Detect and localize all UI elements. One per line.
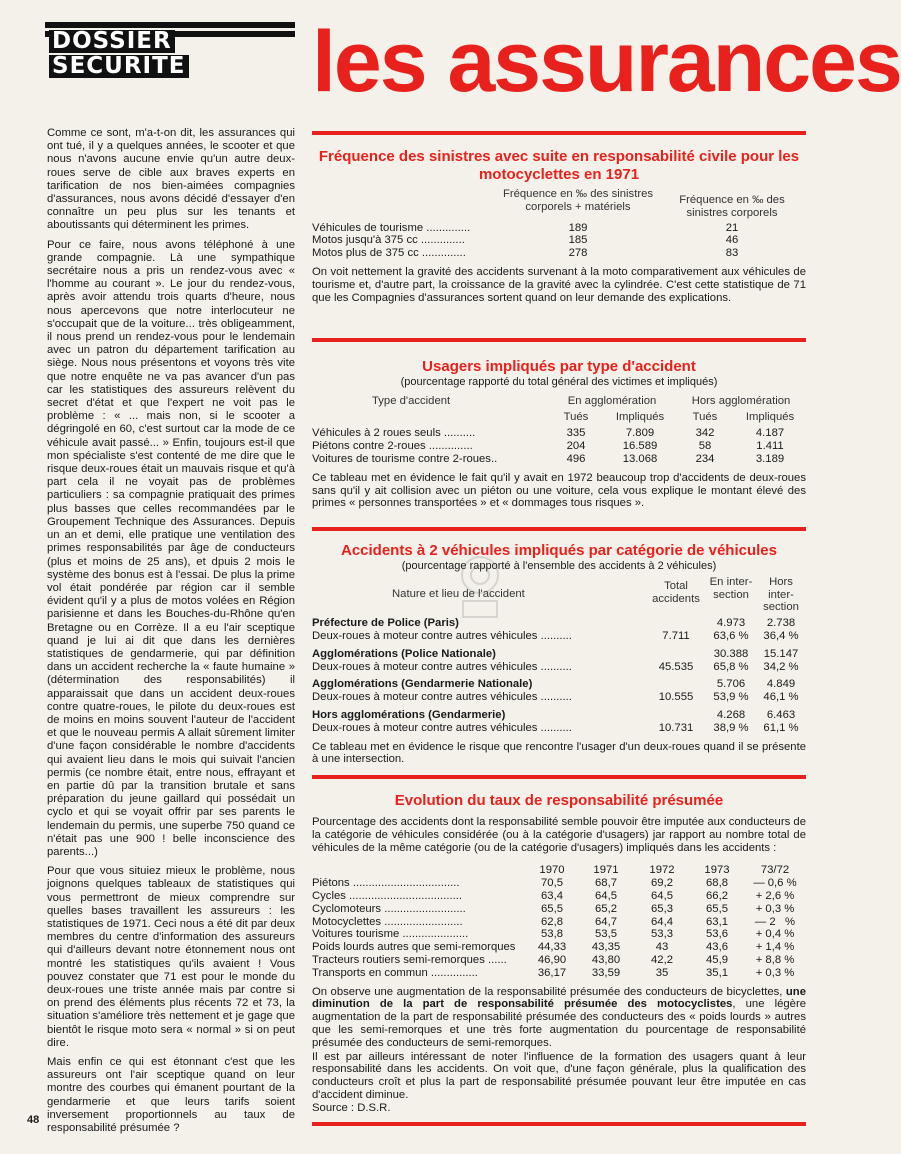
row-label: Deux-roues à moteur contre autres véhicules ..........	[312, 660, 572, 673]
table-group	[312, 617, 806, 643]
badge-line-dossier: DOSSIER	[49, 30, 175, 53]
col-header: Hors agglomération	[691, 394, 791, 407]
cell: 43,6	[706, 941, 728, 954]
row-label: Véhicules à 2 roues seuls ..........	[312, 427, 476, 440]
section-frequence	[312, 148, 806, 304]
cell: 43	[655, 941, 669, 954]
section-rule	[312, 131, 806, 135]
section-evolution	[312, 792, 806, 1115]
section-title: Accidents à 2 véhicules impliqués par catégorie de véhicules	[340, 542, 777, 559]
row-label: Deux-roues à moteur contre autres véhicules ..........	[312, 629, 572, 642]
row-label: Véhicules de tourisme ..............	[312, 221, 471, 234]
text-run: On observe une augmentation de la responsabilité présumée des conducteurs de bicyclettes,	[312, 985, 786, 998]
section-text: Ce tableau met en évidence le fait qu'il y avait en 1972 beaucoup trop d'accidents de deux-roues sans qu'il y ait collision avec un piéton ou une voiture, cela vous explique le montant élevé des primes « personnes transportées » et « dommages tous risques ».	[312, 471, 806, 510]
cell: 7.711	[662, 629, 690, 642]
cell: 53,3	[651, 928, 673, 941]
cell: 189	[568, 221, 588, 234]
table-row	[312, 928, 806, 941]
cell: 4.973	[716, 617, 746, 630]
text-run: , une légère augmentation de la part de responsabilité présumée des conducteurs des « poids lourds » autres que les semi-remorques et une très forte augmentation du pourcentage de responsabilité présumée des conducteurs de semi-remorques.	[312, 998, 806, 1049]
cell: 10.555	[658, 691, 694, 704]
cell: 63,4	[541, 889, 563, 902]
row-label: Motos jusqu'à 375 cc ..............	[312, 234, 465, 247]
table-row	[312, 916, 806, 929]
cell: 496	[566, 452, 586, 465]
table-row	[312, 941, 806, 954]
cell: + 0,3 %	[755, 902, 795, 915]
col-header: 1970	[539, 864, 565, 877]
cell: 65,8 %	[713, 660, 749, 673]
dossier-securite-badge	[45, 22, 295, 79]
table-row	[312, 709, 806, 722]
cell: 45,9	[706, 953, 728, 966]
table-row	[312, 661, 806, 674]
cell: 45.535	[658, 660, 694, 673]
group-heading: Agglomérations (Gendarmerie Nationale)	[312, 678, 533, 691]
table-header	[312, 395, 806, 408]
col-header: 1971	[593, 864, 619, 877]
cell: 234	[695, 452, 715, 465]
cell: 64,4	[651, 915, 673, 928]
col-header: Impliqués	[615, 410, 665, 423]
section-intro: Pourcentage des accidents dont la responsabilité semble pouvoir être imputée aux conducteurs de la catégorie de véhicules considérée (ou à la catégorie d'usagers) jar rapport au nombre total de véhicules de la même catégorie (ou de la catégorie d'usagers) impliqués dans les accidents :	[312, 816, 806, 854]
cell: 63,1	[706, 915, 728, 928]
cell: 58	[698, 440, 712, 453]
table-group	[312, 648, 806, 674]
cell: 35	[655, 966, 669, 979]
frequence-table	[312, 222, 806, 260]
text-run-bold: une diminution de la part de responsabilité présumée des motocyclistes	[312, 985, 806, 1011]
cell: 1.411	[756, 440, 784, 453]
cell: 42,2	[651, 953, 673, 966]
table-row	[312, 440, 806, 453]
cell: 335	[566, 427, 586, 440]
cell: 65,5	[706, 902, 728, 915]
col-header: 1972	[649, 864, 675, 877]
table-group	[312, 678, 806, 704]
cell: 10.731	[658, 721, 694, 734]
cell: 342	[695, 427, 715, 440]
col-header: En inter-section	[709, 575, 753, 601]
cell: 63,6 %	[713, 629, 749, 642]
table-row	[312, 678, 806, 691]
col-header: Tués	[692, 410, 718, 423]
cell: 2.738	[766, 617, 796, 630]
cell: 53,8	[541, 928, 563, 941]
cell: 65,5	[541, 902, 563, 915]
cell: 46	[725, 234, 739, 247]
cell: 7.809	[625, 427, 655, 440]
table-row	[312, 630, 806, 643]
cell: 64,7	[595, 915, 617, 928]
section-rule	[312, 775, 806, 779]
col-header: Nature et lieu de l'accident	[392, 587, 525, 600]
col-header: Fréquence en ‰ des sinistres corporels	[679, 194, 785, 219]
table-row	[312, 877, 806, 890]
row-label: Voitures de tourisme contre 2-roues..	[312, 452, 498, 465]
usagers-table	[312, 427, 806, 465]
cell: 53,6	[706, 928, 728, 941]
cell: 65,2	[595, 902, 617, 915]
cell: 65,3	[651, 902, 673, 915]
row-label: Deux-roues à moteur contre autres véhicules ..........	[312, 691, 572, 704]
col-header: Fréquence en ‰ des sinistres corporels + matériels	[502, 188, 654, 213]
page-number: 48	[27, 1114, 40, 1126]
evolution-table	[312, 864, 806, 979]
cell: 44,33	[537, 941, 567, 954]
table-row	[312, 903, 806, 916]
section-usagers	[312, 358, 806, 510]
cell: 62,8	[541, 915, 563, 928]
section-rule	[312, 338, 806, 342]
cell: 61,1 %	[763, 721, 799, 734]
col-header: Tués	[563, 410, 589, 423]
section-text: On voit nettement la gravité des accidents survenant à la moto comparativement aux véhicules de tourisme et, d'autre part, la croissance de la gravité avec la cylindrée. C'est cette statistique de 71 que les Compagnies d'assurances sortent quand on leur demande des explications.	[312, 265, 806, 304]
table-row	[312, 247, 806, 260]
section-title: Fréquence des sinistres avec suite en responsabilité civile pour les motocyclettes en 1971	[318, 148, 800, 183]
cell: 3.189	[755, 452, 785, 465]
article-paragraph: Mais enfin ce qui est étonnant c'est que les assureurs ont l'air sceptique quand on leur montre des courbes qui émanent pourtant de la gendarmerie et que leurs tarifs soient inversement proportionnels au taux de responsabilité présumée ?	[47, 1056, 295, 1135]
row-label: Cyclomoteurs ..........................	[312, 902, 466, 915]
cell: 185	[568, 234, 588, 247]
table-row	[312, 954, 806, 967]
section-accidents	[312, 542, 806, 766]
cell: 4.268	[716, 708, 746, 721]
cell: + 0,4 %	[755, 928, 795, 941]
cell: 21	[725, 221, 739, 234]
cell: — 2 %	[754, 915, 796, 928]
cell: 278	[568, 247, 588, 260]
cell: 33,59	[591, 966, 621, 979]
article-paragraph: Comme ce sont, m'a-t-on dit, les assurances qui ont tué, il y a quelques années, le scooter et que nous n'avons aucune envie qu'un autre deux-roues serve de cible aux braves experts en tarification de nos bien-aimées compagnies d'assurances, nous avons décidé d'essayer d'en connaître un peu plus sur les tenants et aboutissants qui déterminent les primes.	[47, 127, 295, 232]
section-rule	[312, 527, 806, 531]
watermark-stamp-icon	[455, 553, 505, 623]
group-heading: Préfecture de Police (Paris)	[312, 617, 459, 630]
row-label: Motos plus de 375 cc ..............	[312, 247, 466, 260]
cell: 36,4 %	[763, 629, 799, 642]
cell: 43,80	[591, 953, 621, 966]
table-row	[312, 967, 806, 980]
row-label: Motocyclettes .........................	[312, 915, 463, 928]
cell: 34,2 %	[763, 660, 799, 673]
cell: 16.589	[622, 440, 658, 453]
row-label: Cycles ....................................	[312, 889, 463, 902]
row-label: Deux-roues à moteur contre autres véhicules ..........	[312, 721, 572, 734]
col-header: Total accidents	[652, 579, 700, 605]
cell: 43,35	[591, 941, 621, 954]
cell: 38,9 %	[713, 721, 749, 734]
cell: 36,17	[537, 966, 567, 979]
table-row	[312, 222, 806, 235]
cell: 66,2	[706, 889, 728, 902]
section-text: Ce tableau met en évidence le risque que rencontre l'usager d'un deux-roues quand il se présente à une intersection.	[312, 740, 806, 766]
source-note: Source : D.S.R.	[312, 1101, 391, 1114]
section-title: Usagers impliqués par type d'accident	[422, 358, 696, 375]
cell: 46,1 %	[763, 691, 799, 704]
table-subheader	[312, 411, 806, 424]
table-row	[312, 890, 806, 903]
table-row	[312, 648, 806, 661]
row-label: Transports en commun ...............	[312, 966, 478, 979]
cell: 53,5	[595, 928, 617, 941]
cell: 204	[566, 440, 586, 453]
cell: 83	[725, 247, 739, 260]
row-label: Poids lourds autres que semi-remorques	[312, 941, 516, 954]
cell: 64,5	[595, 889, 617, 902]
section-text: Il est par ailleurs intéressant de noter l'influence de la formation des usagers quant à leur responsabilité dans les accidents. On voit que, d'une façon générale, plus la qualification des conducteurs croît et plus la part de responsabilité présumée pouvant leur être imputée en cas d'accident diminue.	[312, 1050, 806, 1101]
article-paragraph: Pour ce faire, nous avons téléphoné à une grande compagnie. Là une sympathique secrétaire nous a pris un rendez-vous avec « l'homme au courant ». Le jour du rendez-vous, après avoir attendu trois quarts d'heure, nous nous apercevons que notre interlocuteur ne s'occupait que de la voiture... très obligeamment, il nous prend un rendez-vous pour le lendemain avec un patron du département tarification au siège. Nous nous présentons et voyons très vite que notre enquête ne va pas avancer d'un pas car les statistiques des assureurs relèvent du secret d'état et que l'expert ne voit pas le problème : « ... mais non, si le scooter a dégringolé en 60, c'est surtout car la mode de ce véhicule avait passé... » Enfin, toujours est-il que mon spécialiste s'est contenté de me dire que le risque deux-roues était un mauvais risque et qu'à part cela il ne voyait pas de problèmes particuliers : sa compagnie pratiquait des primes plus basses que celles recommandées par le Groupement Technique des Assurances. Depuis un an et demi, elle pratique une ventilation des primes responsabilités par âge de conducteurs (plus et moins de 25 ans), et dpuis 2 mois le système des bonus est à l'essai. De plus la prime vol était pondérée par région car il semble évident qu'il y a plus de motos volées en Région parisienne et dans les Bouches-du-Rhône qu'en Bretagne ou en Corrèze. Il a eu l'air sceptique quand je lui ai dit que dans les dernières statistiques de gendarmerie, qui par définition dans un accident recherche la « faute humaine » (détermination des responsabilités) il apparaissait que dans un accident deux-roues contre quatre-roues, le pilote du deux-roues est de moins en moins souvent l'auteur de l'accident et que le nouveau permis A allait sûrement limiter d'une façon considérable le nombre d'accidents qui avaient lieu dans le mois qui suivait l'ancien permis (ce nombre était, entre nous, effrayant et en partie dû par la transition brutale et sans préparation du jeune gaillard qui possédait un cyclo et qui se voyait offrir par ses parents le lendemain du permis, une superbe 750 quand ce n'était pas une 900 ! belle inconscience des parents...)	[47, 238, 295, 858]
section-text	[312, 986, 806, 1050]
table-row	[312, 722, 806, 735]
table-header	[312, 188, 806, 220]
table-row	[312, 453, 806, 466]
table-group	[312, 709, 806, 735]
table-header	[312, 576, 806, 614]
accidents-table	[312, 617, 806, 734]
cell: 15.147	[763, 647, 799, 660]
table-row	[312, 617, 806, 630]
cell: 53,9 %	[713, 691, 749, 704]
col-header: Type d'accident	[372, 394, 451, 407]
cell: + 2,6 %	[755, 889, 795, 902]
cell: 46,90	[537, 953, 567, 966]
cell: 4.849	[766, 678, 796, 691]
row-label: Piétons contre 2-roues ..............	[312, 440, 473, 453]
col-header: 73/72	[760, 864, 790, 877]
col-header: En agglomération	[567, 394, 657, 407]
section-subtitle: (pourcentage rapporté à l'ensemble des accidents à 2 véhicules)	[401, 560, 717, 572]
cell: 68,8	[706, 877, 728, 890]
table-header	[312, 864, 806, 877]
cell: 5.706	[716, 678, 746, 691]
cell: 35,1	[706, 966, 728, 979]
cell: 70,5	[541, 877, 563, 890]
col-header: Hors inter-section	[763, 575, 799, 614]
table-row	[312, 691, 806, 704]
cell: 6.463	[766, 708, 796, 721]
row-label: Tracteurs routiers semi-remorques ......	[312, 953, 507, 966]
cell: 69,2	[651, 877, 673, 890]
section-rule	[312, 1122, 806, 1126]
col-header: Impliqués	[745, 410, 795, 423]
group-heading: Hors agglomérations (Gendarmerie)	[312, 708, 506, 721]
section-title: Evolution du taux de responsabilité présumée	[394, 792, 724, 809]
cell: 68,7	[595, 877, 617, 890]
article-paragraph: Pour que vous situiez mieux le problème, nous joignons quelques tableaux de statistiques qui vous permettront de mieux comprendre sur quelles bases travaillent les assureurs : les statistiques de 1971. Ceci nous a été dit par deux membres du centre d'information des assureurs qui d'ailleurs devant notre étonnement nous ont montré les statistiques qu'ils avaient ! Vous pouvez constater que 71 est pour le monde du deux-roues une triste année mais par contre si on prend des éléments plus récents 72 et 73, la situation s'améliore très nettement et je gage que bientôt le risque moto sera « normal » si on peut dire.	[47, 865, 295, 1049]
row-label: Voitures tourisme .....................	[312, 928, 469, 941]
page-headline: les assurances	[312, 14, 901, 110]
cell: + 8,8 %	[755, 953, 795, 966]
section-subtitle: (pourcentage rapporté du total général des victimes et impliqués)	[400, 376, 718, 388]
cell: 13.068	[622, 452, 658, 465]
table-row	[312, 234, 806, 247]
cell: 64,5	[651, 889, 673, 902]
badge-line-securite: SECURITE	[49, 55, 189, 78]
row-label: Piétons ..................................	[312, 877, 460, 890]
cell: 30.388	[713, 647, 749, 660]
group-heading: Agglomérations (Police Nationale)	[312, 647, 496, 660]
left-column-article	[47, 127, 295, 1141]
cell: 4.187	[755, 427, 785, 440]
cell: — 0,6 %	[753, 877, 797, 890]
col-header: 1973	[704, 864, 730, 877]
table-row	[312, 427, 806, 440]
cell: + 1,4 %	[755, 941, 795, 954]
cell: + 0,3 %	[755, 966, 795, 979]
